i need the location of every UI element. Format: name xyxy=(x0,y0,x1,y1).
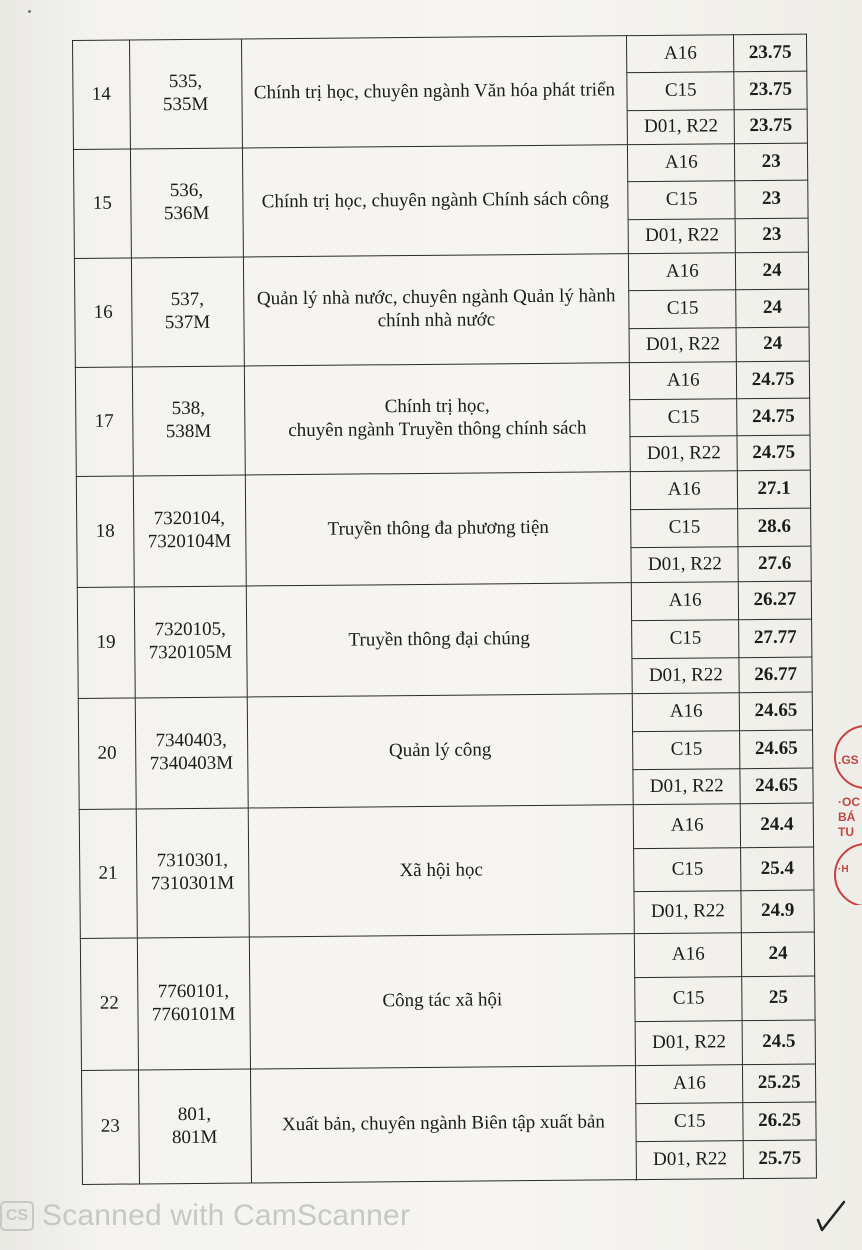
admission-score: 26.77 xyxy=(739,657,812,693)
row-number: 21 xyxy=(79,809,137,938)
admission-score: 25.25 xyxy=(743,1064,816,1103)
stamp-text: BÁ xyxy=(838,810,856,824)
table-row xyxy=(79,803,813,853)
row-number: 19 xyxy=(77,587,135,698)
admission-score: 23 xyxy=(735,218,808,253)
program-code: 535, 535M xyxy=(129,39,242,149)
subject-combination: A16 xyxy=(633,693,740,732)
row-number: 17 xyxy=(75,367,133,476)
program-name: Xã hội học xyxy=(248,805,635,937)
table-row xyxy=(75,361,809,404)
admission-score: 25.4 xyxy=(741,847,814,891)
program-code: 7310301, 7310301M xyxy=(136,808,249,938)
program-name: Truyền thông đa phương tiện xyxy=(245,472,632,586)
row-number: 16 xyxy=(74,258,132,367)
row-number: 18 xyxy=(76,476,134,587)
subject-combination: A16 xyxy=(635,933,742,978)
subject-combination: C15 xyxy=(629,290,736,329)
admission-score: 23 xyxy=(735,143,808,181)
table-row xyxy=(80,932,814,982)
program-code: 7760101, 7760101M xyxy=(137,937,250,1070)
subject-combination: A16 xyxy=(628,144,735,182)
program-name: Chính trị học, chuyên ngành Truyền thông chính sách xyxy=(244,363,631,475)
stamp-text: .GS xyxy=(838,753,859,767)
subject-combination: C15 xyxy=(636,1103,743,1142)
program-name: Công tác xã hội xyxy=(249,934,636,1069)
subject-combination: D01, R22 xyxy=(630,436,737,472)
admission-score: 26.25 xyxy=(743,1102,816,1141)
admission-score: 23 xyxy=(735,180,808,219)
row-number: 15 xyxy=(73,149,131,258)
stamp-text: ·OC xyxy=(838,795,860,809)
program-code: 7320104, 7320104M xyxy=(133,475,246,587)
program-name: Quản lý nhà nước, chuyên ngành Quản lý hành chính nhà nước xyxy=(243,254,630,366)
program-code: 536, 536M xyxy=(130,148,243,258)
program-code: 538, 538M xyxy=(132,366,245,476)
subject-combination: D01, R22 xyxy=(628,110,735,145)
subject-combination: A16 xyxy=(630,362,737,400)
row-number: 14 xyxy=(73,40,131,149)
admission-score: 24.9 xyxy=(741,890,814,933)
subject-combination: D01, R22 xyxy=(631,547,738,583)
stamp-text: TU xyxy=(838,825,854,839)
camscanner-logo-icon: CS xyxy=(0,1201,34,1231)
program-name: Xuất bản, chuyên ngành Biên tập xuất bản xyxy=(250,1066,637,1183)
admission-score: 24.65 xyxy=(740,730,813,769)
admission-score: 24.65 xyxy=(740,768,813,804)
subject-combination: A16 xyxy=(627,35,734,73)
program-code: 7340403, 7340403M xyxy=(135,697,248,809)
admission-score: 25.75 xyxy=(743,1140,816,1179)
program-name: Chính trị học, chuyên ngành Văn hóa phát triển xyxy=(241,36,628,148)
subject-combination: C15 xyxy=(627,72,734,111)
subject-combination: C15 xyxy=(635,977,742,1022)
subject-combination: C15 xyxy=(634,848,741,892)
admission-score: 25 xyxy=(742,976,815,1021)
admission-score: 23.75 xyxy=(734,109,807,144)
table-row xyxy=(74,252,808,295)
subject-combination: A16 xyxy=(629,253,736,291)
table-row xyxy=(73,34,807,77)
admission-score: 24.75 xyxy=(737,398,810,436)
scan-speck xyxy=(28,10,31,13)
watermark-text: Scanned with CamScanner xyxy=(42,1199,411,1232)
stamp-text: ·H xyxy=(838,864,849,875)
admission-score: 28.6 xyxy=(738,508,811,547)
subject-combination: C15 xyxy=(630,399,737,437)
table-row xyxy=(81,1064,815,1108)
admission-score: 24.4 xyxy=(740,803,813,848)
program-name: Quản lý công xyxy=(247,694,634,808)
subject-combination: D01, R22 xyxy=(637,1141,744,1180)
camscanner-watermark xyxy=(0,1196,410,1236)
table-row xyxy=(76,470,810,514)
subject-combination: C15 xyxy=(631,509,738,548)
admission-score: 27.1 xyxy=(737,470,810,509)
checkmark-icon xyxy=(810,1196,850,1236)
table-row xyxy=(77,581,811,625)
table-body xyxy=(73,34,817,1184)
subject-combination: C15 xyxy=(632,620,739,659)
admission-score: 27.77 xyxy=(739,619,812,658)
admission-score: 24 xyxy=(736,252,809,290)
subject-combination: C15 xyxy=(628,181,735,220)
program-name: Chính trị học, chuyên ngành Chính sách công xyxy=(242,145,629,257)
admission-score: 24.75 xyxy=(737,435,810,471)
program-code: 7320105, 7320105M xyxy=(134,586,247,698)
admission-score-table xyxy=(72,34,817,1185)
subject-combination: A16 xyxy=(636,1065,743,1104)
row-number: 23 xyxy=(81,1070,139,1184)
program-code: 801, 801M xyxy=(138,1069,251,1184)
subject-combination: D01, R22 xyxy=(635,1021,742,1066)
admission-score: 24 xyxy=(736,327,809,362)
subject-combination: D01, R22 xyxy=(632,658,739,694)
subject-combination: D01, R22 xyxy=(629,328,736,363)
row-number: 22 xyxy=(80,938,138,1070)
admission-score: 24.75 xyxy=(737,361,810,399)
admission-score: 24 xyxy=(736,289,809,328)
admission-score: 24.65 xyxy=(739,692,812,731)
subject-combination: A16 xyxy=(632,582,739,621)
subject-combination: C15 xyxy=(633,731,740,770)
subject-combination: A16 xyxy=(634,804,741,849)
admission-score: 27.6 xyxy=(738,546,811,582)
program-code: 537, 537M xyxy=(131,257,244,367)
subject-combination: D01, R22 xyxy=(634,891,741,934)
subject-combination: A16 xyxy=(631,471,738,510)
program-name: Truyền thông đại chúng xyxy=(246,583,633,697)
red-seal-stamp xyxy=(834,725,862,905)
admission-score: 23.75 xyxy=(734,71,807,110)
table-row xyxy=(73,143,807,186)
admission-score: 24 xyxy=(741,932,814,977)
admission-score: 24.5 xyxy=(742,1020,815,1065)
row-number: 20 xyxy=(78,698,136,809)
admission-score: 26.27 xyxy=(738,581,811,620)
subject-combination: D01, R22 xyxy=(628,219,735,254)
subject-combination: D01, R22 xyxy=(633,769,740,805)
admission-score: 23.75 xyxy=(734,34,807,72)
table-row xyxy=(78,692,812,736)
